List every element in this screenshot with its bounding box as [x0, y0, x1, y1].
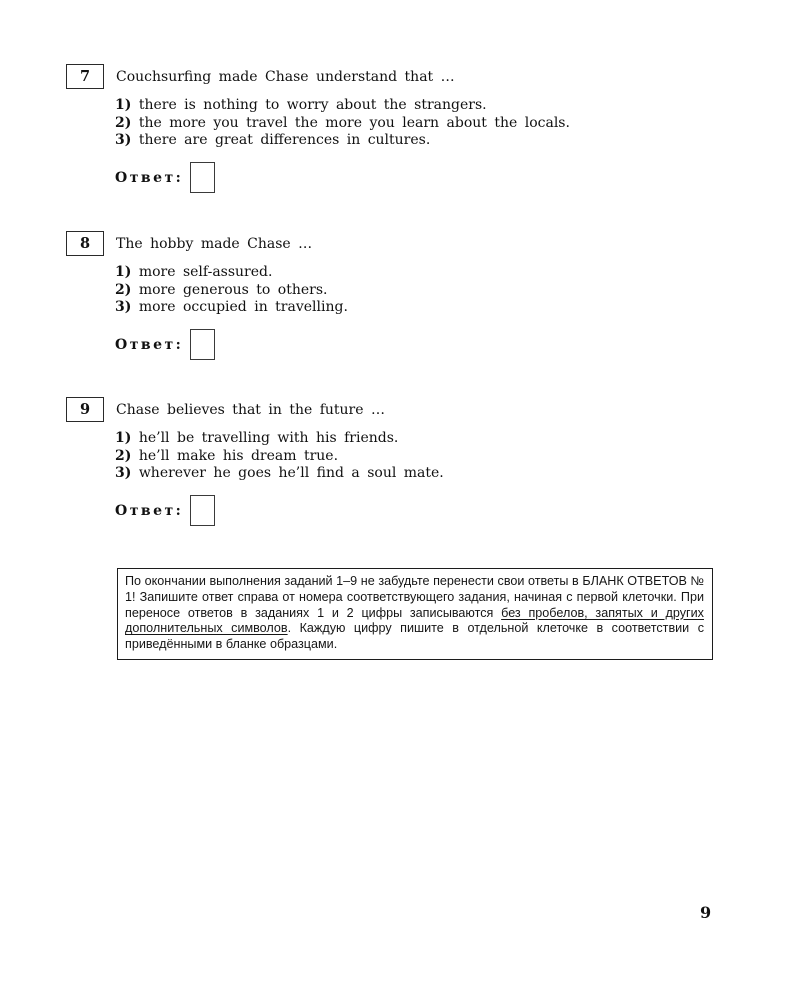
option-row: [115, 299, 726, 317]
option-text: he’ll make his dream true.: [138, 447, 339, 464]
option-text: there are great differences in cultures.: [138, 132, 431, 148]
answer-input-box[interactable]: [190, 162, 215, 193]
option-number: 3): [115, 299, 132, 315]
options-list: [115, 264, 726, 317]
options-list: [115, 97, 726, 150]
option-row: [115, 115, 726, 133]
answer-label: Ответ:: [115, 336, 184, 353]
option-row: [115, 430, 726, 448]
answer-row: [115, 495, 726, 527]
question-block-9: [66, 397, 726, 527]
option-number: 1): [115, 97, 132, 113]
option-number: 2): [115, 281, 132, 298]
question-prompt: Chase believes that in the future …: [116, 401, 385, 418]
option-number: 3): [115, 465, 132, 481]
question-number-box: 8: [66, 231, 104, 256]
option-row: [115, 264, 726, 282]
answer-row: [115, 162, 726, 194]
instructions-part2: . Каждую цифру пишите в отдельной клеточке в соответствии с приведёнными в бланке образцами.: [125, 621, 704, 652]
option-text: he’ll be travelling with his friends.: [138, 430, 399, 446]
instructions-underlined: без пробелов, запятых и других дополнительных символов: [125, 605, 704, 636]
option-text: more self-assured.: [138, 264, 273, 280]
option-text: more generous to others.: [138, 281, 328, 298]
option-row: [115, 448, 726, 466]
answer-input-box[interactable]: [190, 329, 215, 360]
answer-row: [115, 329, 726, 361]
question-number-box: 9: [66, 397, 104, 422]
answer-input-box[interactable]: [190, 495, 215, 526]
option-text: wherever he goes he’ll find a soul mate.: [138, 465, 444, 481]
option-row: [115, 282, 726, 300]
options-list: [115, 430, 726, 483]
question-header: [66, 397, 726, 422]
transfer-instructions-text: [125, 574, 704, 653]
option-text: there is nothing to worry about the strangers.: [138, 97, 487, 113]
question-block-7: [66, 64, 726, 194]
instructions-part1: По окончании выполнения заданий 1–9 не забудьте перенести свои ответы в БЛАНК ОТВЕТОВ № 1! Запишите ответ справа от номера соответствующего задания, начиная с первой клеточки. При переносе ответов в заданиях 1 и 2 цифры записываются: [125, 574, 704, 620]
option-number: 1): [115, 264, 132, 280]
question-prompt: Couchsurfing made Chase understand that …: [116, 68, 455, 85]
question-block-8: [66, 231, 726, 361]
option-number: 2): [115, 114, 132, 131]
question-header: [66, 64, 726, 89]
question-header: [66, 231, 726, 256]
option-row: [115, 465, 726, 483]
answer-label: Ответ:: [115, 502, 184, 519]
option-number: 3): [115, 132, 132, 148]
page-number: 9: [700, 903, 712, 922]
option-row: [115, 132, 726, 150]
option-number: 1): [115, 430, 132, 446]
option-text: the more you travel the more you learn about the locals.: [138, 114, 570, 131]
question-prompt: The hobby made Chase …: [116, 235, 313, 252]
option-text: more occupied in travelling.: [138, 299, 348, 315]
option-number: 2): [115, 447, 132, 464]
option-row: [115, 97, 726, 115]
answer-label: Ответ:: [115, 169, 184, 186]
question-number-box: 7: [66, 64, 104, 89]
transfer-instructions-box: [117, 568, 713, 660]
